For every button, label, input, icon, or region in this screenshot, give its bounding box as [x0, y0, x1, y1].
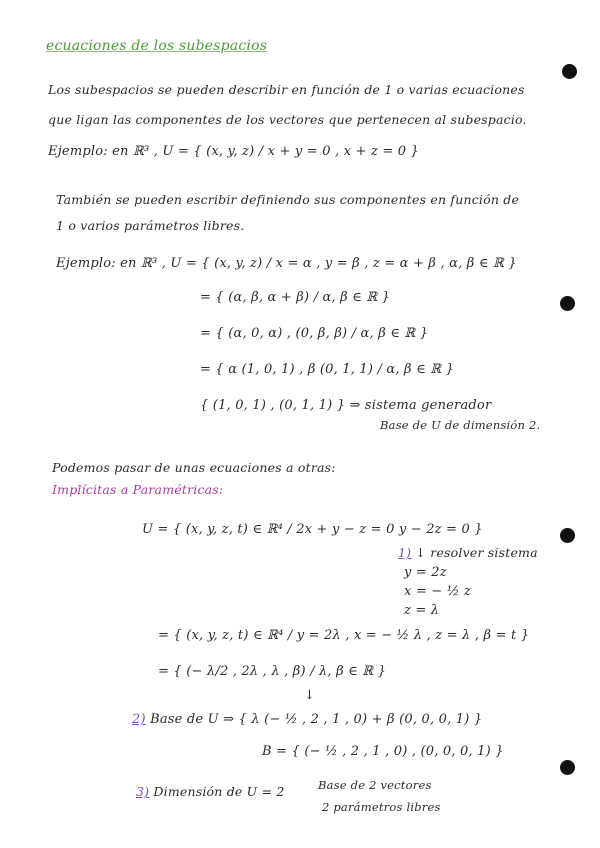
parametric-result-1: = { (x, y, z, t) ∈ ℝ⁴ / y = 2λ , x = − ½ λ , z = λ , β = t } [158, 628, 530, 643]
step-2-number: 2) [132, 712, 146, 727]
step-2-text: Base de U ⇒ { λ (− ½ , 2 , 1 , 0) + β (0, 0, 0, 1) } [150, 712, 483, 727]
conversion-intro: Podemos pasar de unas ecuaciones a otras: [52, 460, 336, 475]
step-2 [132, 712, 482, 727]
binder-hole [560, 296, 575, 311]
parametric-example-2: = { (α, β, α + β) / α, β ∈ ℝ } [200, 290, 391, 305]
binder-hole [562, 64, 577, 79]
parametric-example-5: { (1, 0, 1) , (0, 1, 1) } ⇒ sistema generador [200, 398, 492, 413]
step-3-text: Dimensión de U = 2 [153, 784, 285, 799]
intro-line-2: que ligan las componentes de los vectores que pertenecen al subespacio. [48, 112, 527, 127]
parametric-example-1: Ejemplo: en ℝ³ , U = { (x, y, z) / x = α , y = β , z = α + β , α, β ∈ ℝ } [56, 256, 517, 271]
basis-set: B = { (− ½ , 2 , 1 , 0) , (0, 0, 0, 1) } [262, 744, 504, 759]
page-title: ecuaciones de los subespacios [46, 38, 268, 54]
step-3-number: 3) [136, 784, 150, 799]
parametric-example-6: Base de U de dimensión 2. [380, 418, 541, 432]
solve-eq-1: y = 2z [404, 565, 447, 580]
dimension-reason-1: Base de 2 vectores [318, 778, 432, 792]
binder-hole [560, 528, 575, 543]
intro-example: Ejemplo: en ℝ³ , U = { (x, y, z) / x + y = 0 , x + z = 0 } [48, 144, 420, 159]
conversion-heading: Implícitas a Paramétricas: [52, 482, 224, 497]
dimension-reason-2: 2 parámetros libres [322, 800, 441, 814]
parametric-line-2: 1 o varios parámetros libres. [56, 218, 245, 233]
step-1-number: 1) [398, 545, 412, 560]
intro-line-1: Los subespacios se pueden describir en función de 1 o varias ecuaciones [48, 82, 525, 97]
solve-eq-3: z = λ [404, 603, 440, 618]
step-1-text: ↓ resolver sistema [415, 545, 538, 560]
subspace-definition: U = { (x, y, z, t) ∈ ℝ⁴ / 2x + y − z = 0 y − 2z = 0 } [142, 522, 483, 537]
parametric-result-2: = { (− λ/2 , 2λ , λ , β) / λ, β ∈ ℝ } [158, 664, 387, 679]
parametric-line-1: También se pueden escribir definiendo sus componentes en función de [56, 192, 520, 207]
parametric-example-3: = { (α, 0, α) , (0, β, β) / α, β ∈ ℝ } [200, 326, 429, 341]
binder-hole [560, 760, 575, 775]
step-3 [136, 784, 285, 799]
step-1 [398, 545, 538, 560]
parametric-example-4: = { α (1, 0, 1) , β (0, 1, 1) / α, β ∈ ℝ } [200, 362, 455, 377]
down-arrow: ↓ [304, 688, 316, 703]
solve-eq-2: x = − ½ z [404, 584, 471, 599]
